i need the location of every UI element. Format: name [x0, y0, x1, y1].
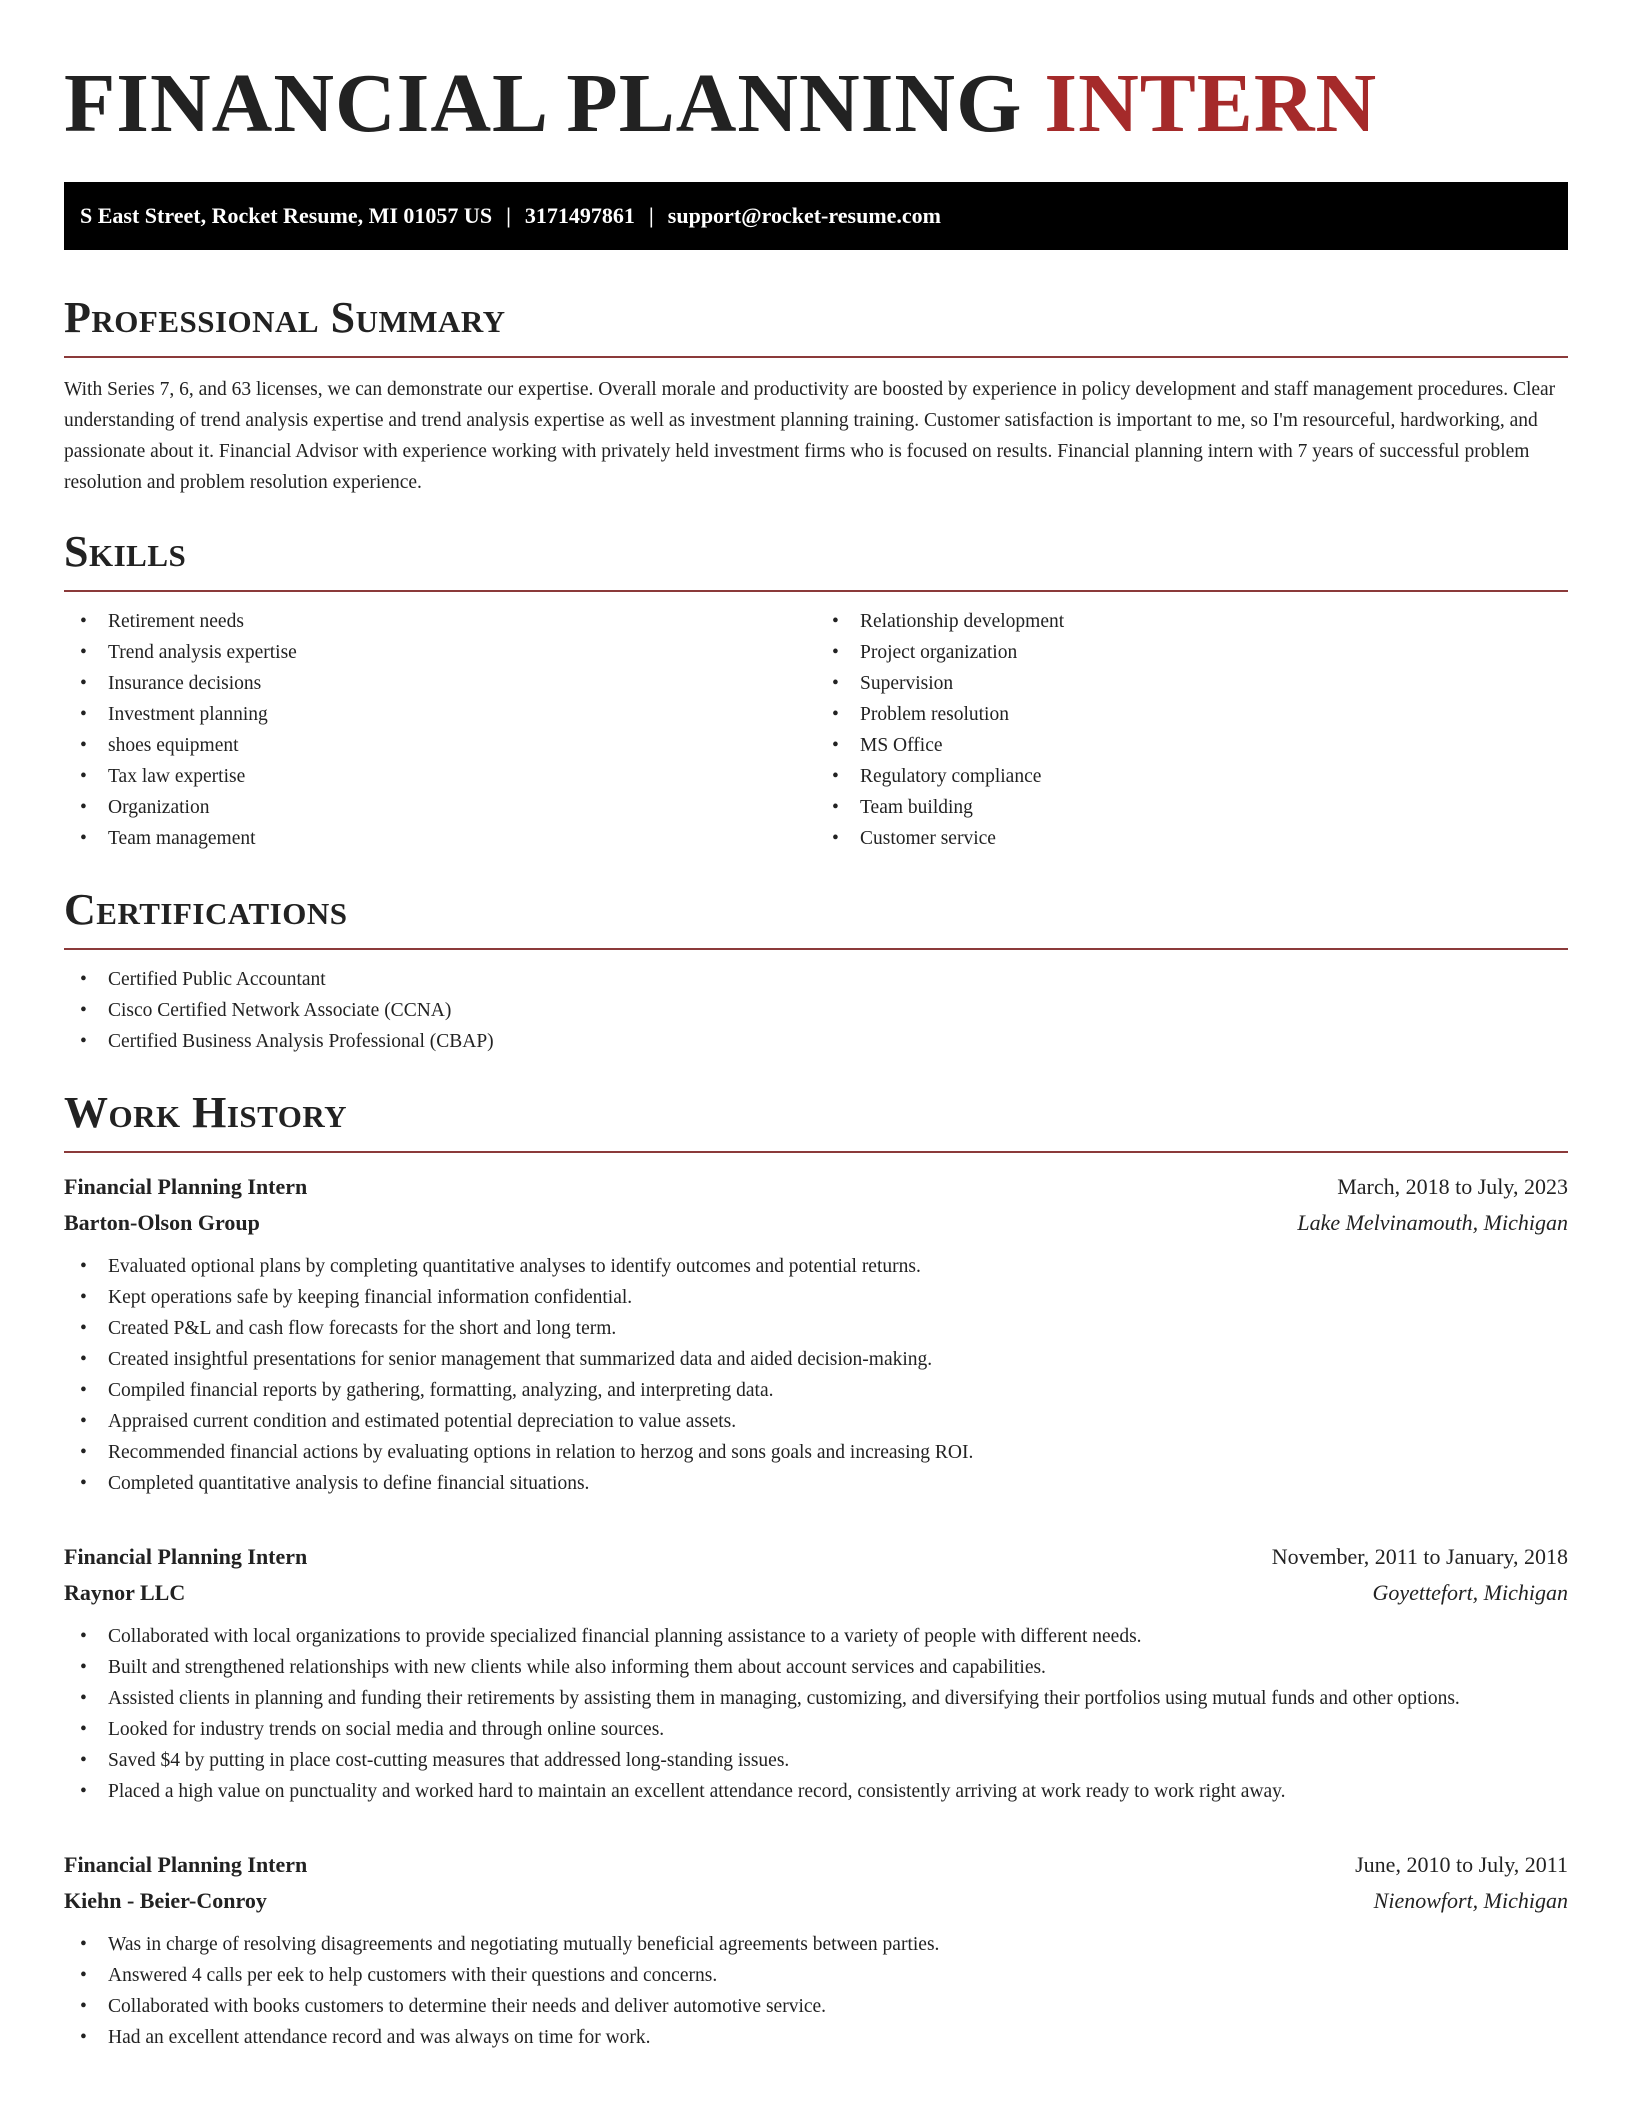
skill-item	[64, 792, 816, 823]
skill-label: Problem resolution	[860, 704, 1009, 725]
skill-label: Customer service	[860, 828, 996, 849]
bullet-icon: •	[80, 797, 87, 818]
skill-label: Project organization	[860, 642, 1018, 663]
certifications-section	[64, 884, 1568, 1057]
skill-item	[816, 606, 1568, 637]
job-duty-text: Evaluated optional plans by completing quantitative analyses to identify outcomes and potential returns.	[108, 1256, 921, 1277]
job-duty-item	[64, 1251, 1568, 1282]
job-header-row	[64, 1169, 1568, 1205]
job-duty-item	[64, 1621, 1568, 1652]
job-duty-item	[64, 1375, 1568, 1406]
skills-column-right	[816, 606, 1568, 854]
job-duty-text: Looked for industry trends on social media and through online sources.	[108, 1719, 665, 1740]
bullet-icon: •	[80, 1965, 87, 1986]
job-dates: November, 2011 to January, 2018	[1271, 1544, 1568, 1569]
job-location: Nienowfort, Michigan	[1373, 1888, 1568, 1913]
job-duty-item	[64, 1652, 1568, 1683]
job-duty-text: Was in charge of resolving disagreements and negotiating mutually beneficial agreements between parties.	[108, 1934, 940, 1955]
work-history-title: Work History	[64, 1088, 348, 1137]
job-dates: June, 2010 to July, 2011	[1355, 1852, 1568, 1877]
bullet-icon: •	[832, 828, 839, 849]
name-main: FINANCIAL PLANNING	[64, 57, 1045, 150]
summary-title: Professional Summary	[64, 293, 506, 342]
certifications-list	[64, 964, 1568, 1057]
contact-address: S East Street, Rocket Resume, MI 01057 US	[80, 203, 493, 228]
job-header-row	[64, 1847, 1568, 1883]
skill-label: Tax law expertise	[108, 766, 246, 787]
job-duties-list	[64, 1621, 1568, 1807]
job-duty-item	[64, 1714, 1568, 1745]
bullet-icon: •	[80, 1657, 87, 1678]
contact-bar	[64, 182, 1568, 250]
contact-separator: |	[648, 203, 654, 228]
job-duty-item	[64, 1991, 1568, 2022]
section-divider	[64, 590, 1568, 592]
job-entry	[64, 1847, 1568, 2053]
skills-section	[64, 526, 1568, 854]
job-duty-item	[64, 1776, 1568, 1807]
skill-item	[64, 668, 816, 699]
skill-label: Organization	[108, 797, 210, 818]
job-duty-text: Assisted clients in planning and funding their retirements by assisting them in managing, customizing, and diversifying their portfolios using mutual funds and other options.	[108, 1688, 1460, 1709]
job-title: Financial Planning Intern	[64, 1544, 308, 1569]
contact-separator: |	[506, 203, 511, 228]
bullet-icon: •	[80, 969, 87, 990]
skills-list-left	[64, 606, 816, 854]
job-duty-item	[64, 1282, 1568, 1313]
job-duty-text: Built and strengthened relationships with new clients while also informing them about account services and capabilities.	[108, 1657, 1046, 1678]
job-duty-item	[64, 1313, 1568, 1344]
certification-label: Certified Public Accountant	[108, 969, 326, 990]
job-title: Financial Planning Intern	[64, 1852, 308, 1877]
bullet-icon: •	[80, 1442, 87, 1463]
skill-item	[816, 699, 1568, 730]
skill-item	[64, 637, 816, 668]
bullet-icon: •	[80, 704, 87, 725]
bullet-icon: •	[80, 1031, 87, 1052]
bullet-icon: •	[80, 1996, 87, 2017]
job-duty-text: Collaborated with local organizations to provide specialized financial planning assistance to a variety of people with different needs.	[108, 1626, 1142, 1647]
skills-grid	[64, 606, 1568, 854]
job-entry	[64, 1539, 1568, 1807]
skill-item	[64, 730, 816, 761]
job-duty-text: Saved $4 by putting in place cost-cutting measures that addressed long-standing issues.	[108, 1750, 790, 1771]
bullet-icon: •	[80, 735, 87, 756]
job-duty-text: Completed quantitative analysis to define financial situations.	[108, 1473, 590, 1494]
skill-label: shoes equipment	[108, 735, 239, 756]
certification-label: Certified Business Analysis Professional (CBAP)	[108, 1031, 494, 1052]
bullet-icon: •	[80, 1380, 87, 1401]
skills-title: Skills	[64, 527, 187, 576]
bullet-icon: •	[80, 766, 87, 787]
skill-item	[64, 606, 816, 637]
bullet-icon: •	[832, 642, 839, 663]
bullet-icon: •	[80, 1000, 87, 1021]
bullet-icon: •	[80, 611, 87, 632]
bullet-icon: •	[832, 704, 839, 725]
bullet-icon: •	[80, 2027, 87, 2048]
bullet-icon: •	[832, 673, 839, 694]
job-duties-list	[64, 1251, 1568, 1499]
skill-label: Regulatory compliance	[860, 766, 1042, 787]
skill-item	[816, 730, 1568, 761]
job-company: Raynor LLC	[64, 1580, 186, 1605]
resume-name-heading	[64, 56, 1568, 152]
section-divider	[64, 1151, 1568, 1153]
bullet-icon: •	[832, 611, 839, 632]
job-duty-text: Compiled financial reports by gathering, formatting, analyzing, and interpreting data.	[108, 1380, 774, 1401]
bullet-icon: •	[80, 1750, 87, 1771]
job-duty-item	[64, 1406, 1568, 1437]
job-duty-text: Answered 4 calls per eek to help customers with their questions and concerns.	[108, 1965, 718, 1986]
section-divider	[64, 948, 1568, 950]
section-divider	[64, 356, 1568, 358]
name-accent: INTERN	[1044, 57, 1378, 150]
job-location: Goyettefort, Michigan	[1372, 1580, 1568, 1605]
job-location: Lake Melvinamouth, Michigan	[1297, 1210, 1568, 1235]
job-duty-text: Recommended financial actions by evaluating options in relation to herzog and sons goals and increasing ROI.	[108, 1442, 974, 1463]
contact-email: support@rocket-resume.com	[667, 203, 941, 228]
skill-item	[64, 823, 816, 854]
skill-item	[816, 792, 1568, 823]
job-duty-item	[64, 1344, 1568, 1375]
bullet-icon: •	[80, 1349, 87, 1370]
bullet-icon: •	[80, 1626, 87, 1647]
bullet-icon: •	[80, 1287, 87, 1308]
certification-label: Cisco Certified Network Associate (CCNA)	[108, 1000, 452, 1021]
bullet-icon: •	[80, 1934, 87, 1955]
job-entry	[64, 1169, 1568, 1499]
bullet-icon: •	[80, 1781, 87, 1802]
skill-label: Insurance decisions	[108, 673, 262, 694]
skills-list-right	[816, 606, 1568, 854]
skill-item	[64, 761, 816, 792]
skill-label: MS Office	[860, 735, 943, 756]
job-duty-text: Had an excellent attendance record and was always on time for work.	[108, 2027, 651, 2048]
job-header-row	[64, 1539, 1568, 1575]
job-duty-item	[64, 2022, 1568, 2053]
certifications-title: Certifications	[64, 885, 348, 934]
certification-item	[64, 1026, 1568, 1057]
skill-label: Relationship development	[860, 611, 1065, 632]
bullet-icon: •	[80, 1719, 87, 1740]
certification-item	[64, 964, 1568, 995]
skill-label: Trend analysis expertise	[108, 642, 297, 663]
skills-column-left	[64, 606, 816, 854]
job-duty-text: Created insightful presentations for senior management that summarized data and aided decision-making.	[108, 1349, 933, 1370]
skill-item	[816, 668, 1568, 699]
contact-phone: 3171497861	[524, 203, 635, 228]
job-company-row	[64, 1883, 1568, 1919]
skill-item	[816, 637, 1568, 668]
bullet-icon: •	[80, 1688, 87, 1709]
job-duty-text: Collaborated with books customers to determine their needs and deliver automotive service.	[108, 1996, 827, 2017]
bullet-icon: •	[80, 642, 87, 663]
skill-label: Team management	[108, 828, 256, 849]
job-company: Kiehn - Beier-Conroy	[64, 1888, 267, 1913]
job-duty-text: Appraised current condition and estimated potential depreciation to value assets.	[108, 1411, 737, 1432]
job-duty-item	[64, 1745, 1568, 1776]
job-duty-item	[64, 1437, 1568, 1468]
skill-item	[816, 761, 1568, 792]
bullet-icon: •	[80, 673, 87, 694]
job-duty-text: Placed a high value on punctuality and worked hard to maintain an excellent attendance record, consistently arriving at work ready to work right away.	[108, 1781, 1286, 1802]
skill-item	[816, 823, 1568, 854]
bullet-icon: •	[832, 797, 839, 818]
work-history-section	[64, 1087, 1568, 2053]
bullet-icon: •	[80, 1473, 87, 1494]
bullet-icon: •	[80, 1318, 87, 1339]
bullet-icon: •	[832, 766, 839, 787]
job-duties-list	[64, 1929, 1568, 2053]
job-duty-text: Kept operations safe by keeping financial information confidential.	[108, 1287, 633, 1308]
job-duty-item	[64, 1683, 1568, 1714]
job-title: Financial Planning Intern	[64, 1174, 308, 1199]
job-company-row	[64, 1205, 1568, 1241]
skill-label: Team building	[860, 797, 973, 818]
job-duty-item	[64, 1929, 1568, 1960]
job-duty-item	[64, 1960, 1568, 1991]
job-duty-item	[64, 1468, 1568, 1499]
bullet-icon: •	[80, 1256, 87, 1277]
job-duty-text: Created P&L and cash flow forecasts for the short and long term.	[108, 1318, 617, 1339]
certification-item	[64, 995, 1568, 1026]
job-dates: March, 2018 to July, 2023	[1337, 1174, 1568, 1199]
bullet-icon: •	[80, 1411, 87, 1432]
skill-label: Retirement needs	[108, 611, 244, 632]
bullet-icon: •	[832, 735, 839, 756]
summary-section	[64, 292, 1568, 498]
skill-label: Investment planning	[108, 704, 268, 725]
job-company: Barton-Olson Group	[64, 1210, 260, 1235]
skill-item	[64, 699, 816, 730]
summary-text: With Series 7, 6, and 63 licenses, we can demonstrate our expertise. Overall morale and productivity are boosted by experience in policy development and staff management procedures. Clear understanding of trend analysis expertise and trend analysis expertise as well as investment planning training. Customer satisfaction is important to me, so I'm resourceful, hardworking, and passionate about it. Financial Advisor with experience working with privately held investment firms who is focused on results. Financial planning intern with 7 years of successful problem resolution and problem resolution experience.	[64, 379, 1556, 493]
bullet-icon: •	[80, 828, 87, 849]
skill-label: Supervision	[860, 673, 954, 694]
job-company-row	[64, 1575, 1568, 1611]
